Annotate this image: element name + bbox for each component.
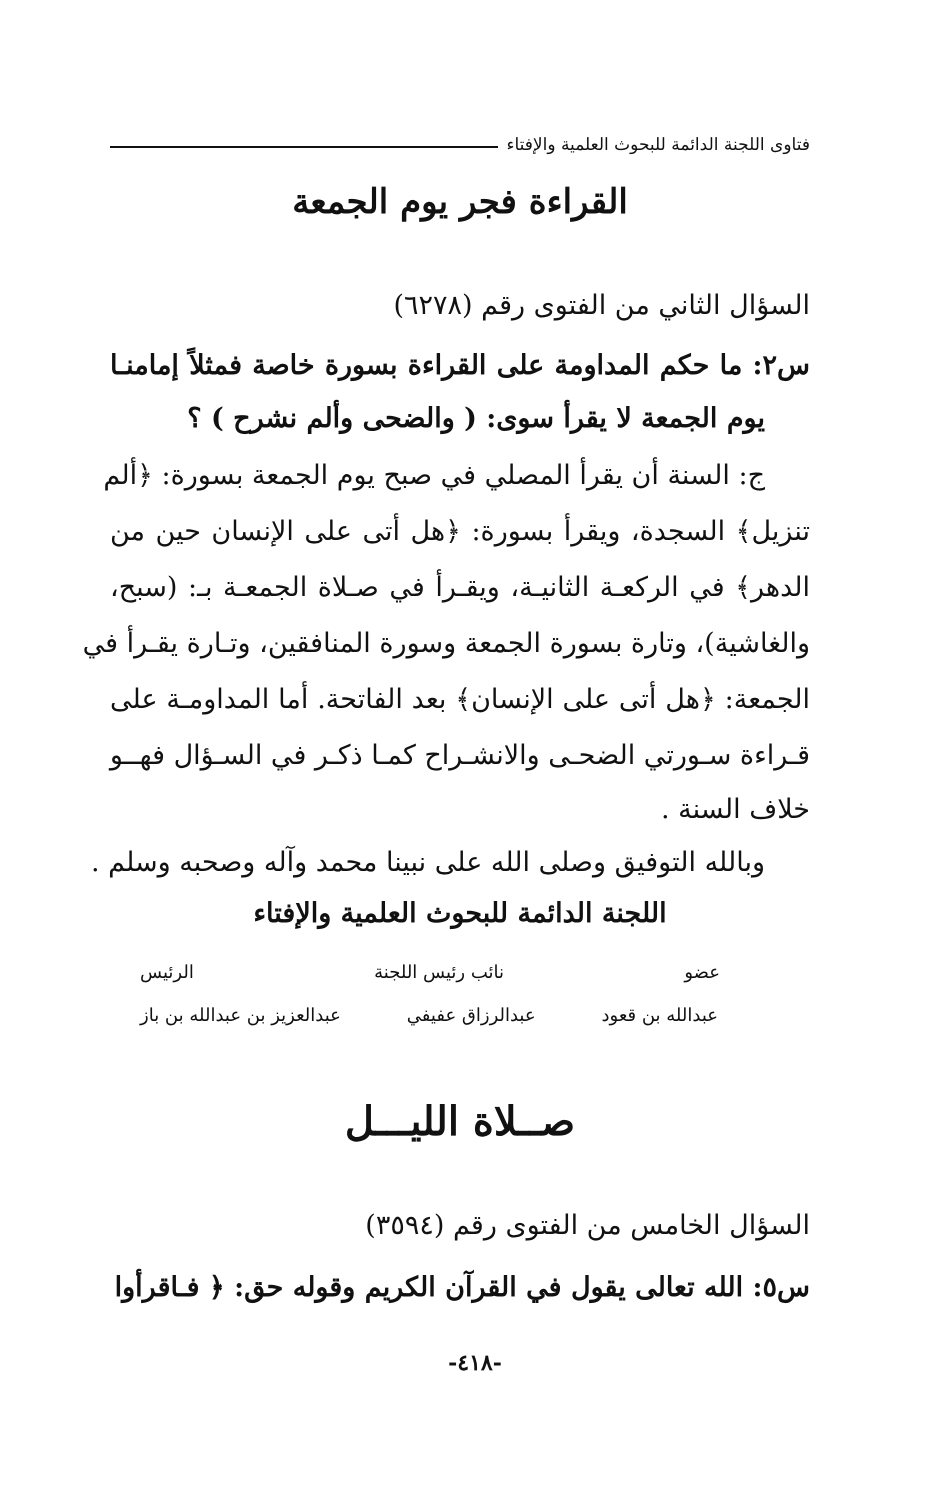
- closing-line: وبالله التوفيق وصلى الله على نبينا محمد وآله وصحبه وسلم .: [90, 847, 765, 878]
- section-title-friday-fajr: القراءة فجر يوم الجمعة: [292, 182, 628, 222]
- answer-line: ج: السنة أن يقرأ المصلي في صبح يوم الجمعة بسورة: ﴿ألم: [103, 460, 765, 491]
- fatwa-reference: السؤال الخامس من الفتوى رقم (٣٥٩٤): [365, 1210, 810, 1241]
- answer-line: الجمعة: ﴿هل أتى على الإنسان﴾ بعد الفاتحة. أما المداومـة على: [110, 684, 810, 715]
- answer-line: تنزيل﴾ السجدة، ويقرأ بسورة: ﴿هل أتى على الإنسان حين من: [110, 516, 810, 547]
- header-rule: [110, 146, 498, 148]
- running-header: [110, 130, 810, 160]
- page-number: -٤١٨-: [448, 1350, 502, 1376]
- answer-line: الدهر﴾ في الركعـة الثانيـة، ويقـرأ في صـلاة الجمعـة بـ: (سبح،: [110, 572, 810, 603]
- fatwa-reference: السؤال الثاني من الفتوى رقم (٦٢٧٨): [393, 290, 810, 321]
- signatory-names: [140, 1005, 718, 1026]
- question-line: س٥: الله تعالى يقول في القرآن الكريم وقوله حق: ﴿ فـاقرأوا: [114, 1272, 810, 1303]
- role-vice-chair: نائب رئيس اللجنة: [374, 962, 505, 983]
- running-title: فتاوى اللجنة الدائمة للبحوث العلمية والإفتاء: [506, 135, 810, 155]
- name-member: عبدالله بن قعود: [601, 1005, 718, 1026]
- name-vice-chair: عبدالرزاق عفيفي: [406, 1005, 536, 1026]
- answer-line: قـراءة سـورتي الضحـى والانشـراح كمـا ذكـر في السـؤال فهــو: [109, 740, 810, 771]
- role-member: عضو: [684, 962, 720, 983]
- signatory-roles: [140, 962, 720, 983]
- question-line: يوم الجمعة لا يقرأ سوى: ( والضحى وألم نشرح ) ؟: [187, 403, 765, 434]
- answer-line: والغاشية)، وتارة بسورة الجمعة وسورة المنافقين، وتـارة يقـرأ في: [82, 628, 810, 659]
- question-line: س٢: ما حكم المداومة على القراءة بسورة خاصة فمثلاً إمامنـا: [110, 350, 810, 381]
- section-title-night-prayer: صــلاة الليـــل: [344, 1098, 576, 1145]
- name-chair: عبدالعزيز بن عبدالله بن باز: [140, 1005, 341, 1026]
- committee-name: اللجنة الدائمة للبحوث العلمية والإفتاء: [253, 898, 667, 929]
- role-chair: الرئيس: [140, 962, 194, 983]
- answer-line: خلاف السنة .: [661, 794, 810, 825]
